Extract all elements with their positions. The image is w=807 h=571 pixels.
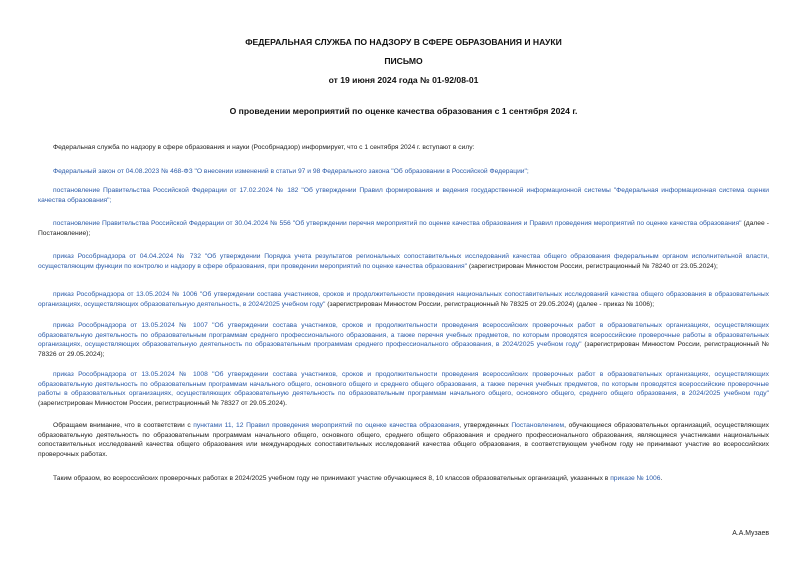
law-link-text[interactable]: Федеральный закон от 04.08.2023 № 468-ФЗ "О внесении изменений в статьи 97 и 98 Федерального закона "Об образовании в Российской Федерации"; (53, 168, 529, 175)
order-1006-ref-link[interactable]: приказе № 1006 (610, 475, 661, 482)
item-decree-182 (38, 186, 769, 205)
document-subject: О проведении мероприятий по оценке качества образования с 1 сентября 2024 г. (229, 106, 578, 116)
order-732-link[interactable]: приказ Рособрнадзора от 04.04.2024 № 732 "Об утверждении Порядка учета результатов региональных сопоставительных исследований качества общего образования федеральным органом исполнительной власти, осуществляющим функции по контролю и надзору в сфере образования, при проведении мероприятий по оценке качества образования" (38, 253, 769, 270)
item-order-732 (38, 252, 769, 271)
conclusion-paragraph (38, 474, 769, 484)
postanovlenie-link[interactable]: Постановлением (511, 422, 565, 429)
order-1007-tail: (зарегистрирован Минюстом России, регистрационный № 78326 от 29.05.2024); (38, 341, 769, 358)
order-732-tail: (зарегистрирован Минюстом России, регистрационный № 78240 от 23.05.2024); (466, 262, 718, 270)
item-order-1008 (38, 370, 769, 408)
document-date-number: от 19 июня 2024 года № 01-92/08-01 (328, 75, 479, 85)
order-1008-link[interactable]: приказ Рособрнадзора от 13.05.2024 № 1008 "Об утверждении состава участников, сроков и продолжительности проведения всероссийских проверочных работ в образовательных организациях, осуществляющих образовательную деятельность по образовательным программам начального общего, основного общего и среднего общего образования, а также перечня учебных предметов, по которым проводятся всероссийские проверочные работы в образовательных организациях, осуществляющих образовательную деятельность по образовательным программам начального общего, основного общего, среднего общего образования, в 2024/2025 учебном году" (38, 371, 769, 398)
order-1006-link[interactable]: приказ Рособрнадзора от 13.05.2024 № 1006 "Об утверждении состава участников, сроков и продолжительности проведения национальных сопоставительных исследований качества общего образования в образовательных организациях, осуществляющих образовательную деятельность, в 2024/2025 учебном году" (38, 291, 769, 308)
attention-text-c: , обучающиеся образовательных организаций, осуществляющих образовательную деятельность по образовательным программам начального общего, основного общего, среднего общего образования и среднего профессионального образования, являющиеся участниками национальных сопоставительных исследований качества общего образования или международных сопоставительных исследований качества общего образования, в соответствующем учебном году не принимают участие во всероссийских проверочных работах. (38, 422, 770, 458)
attention-text-b: , утвержденных (459, 422, 512, 429)
item-decree-556 (38, 219, 769, 238)
order-1007-link[interactable]: приказ Рособрнадзора от 13.05.2024 № 1007 "Об утверждении состава участников, сроков и продолжительности проведения всероссийских проверочных работ в образовательных организациях, осуществляющих образовательную деятельность по образовательным программам среднего профессионального образования, а также перечня учебных предметов, по которым проводятся всероссийские проверочные работы в образовательных организациях, осуществляющих образовательную деятельность по образовательным программам среднего профессионального образования, в 2024/2025 учебном году" (38, 322, 769, 349)
item-order-1007 (38, 321, 769, 359)
law-link[interactable] (38, 167, 769, 177)
decree-556-tail: (далее - Постановление); (38, 220, 769, 237)
rules-points-link[interactable]: пунктами 11, 12 Правил проведения мероприятий по оценке качества образования (193, 422, 460, 429)
agency-title: ФЕДЕРАЛЬНАЯ СЛУЖБА ПО НАДЗОРУ В СФЕРЕ ОБРАЗОВАНИЯ И НАУКИ (245, 37, 562, 47)
conclusion-text-b: . (660, 475, 663, 482)
signature: А.А.Музаев (732, 530, 769, 537)
document-type: ПИСЬМО (384, 56, 423, 66)
decree-556-link[interactable]: постановление Правительства Российской Федерации от 30.04.2024 № 556 "Об утверждении перечня мероприятий по оценке качества образования и Правил проведения мероприятий по оценке качества образования" (53, 220, 742, 227)
decree-182-link[interactable]: постановление Правительства Российской Федерации от 17.02.2024 № 182 "Об утверждении Правил формирования и ведения государственной информационной системы "Федеральная информационная система оценки качества образования"; (38, 187, 769, 204)
attention-text-a: Обращаем внимание, что в соответствии с (53, 422, 194, 429)
attention-paragraph (38, 421, 769, 459)
order-1008-tail: (зарегистрирован Минюстом России, регистрационный № 78327 от 29.05.2024). (38, 399, 288, 407)
order-1006-tail: (зарегистрирован Минюстом России, регистрационный № 78325 от 29.05.2024) (далее - приказ № 1006); (325, 300, 655, 308)
item-order-1006 (38, 290, 769, 309)
intro-paragraph: Федеральная служба по надзору в сфере образования и науки (Рособрнадзор) информирует, что с 1 сентября 2024 г. вступают в силу: (53, 144, 475, 151)
conclusion-text-a: Таким образом, во всероссийских проверочных работах в 2024/2025 учебном году не принимают участие обучающиеся 8, 10 классов образовательных организаций, указанных в (53, 475, 611, 482)
